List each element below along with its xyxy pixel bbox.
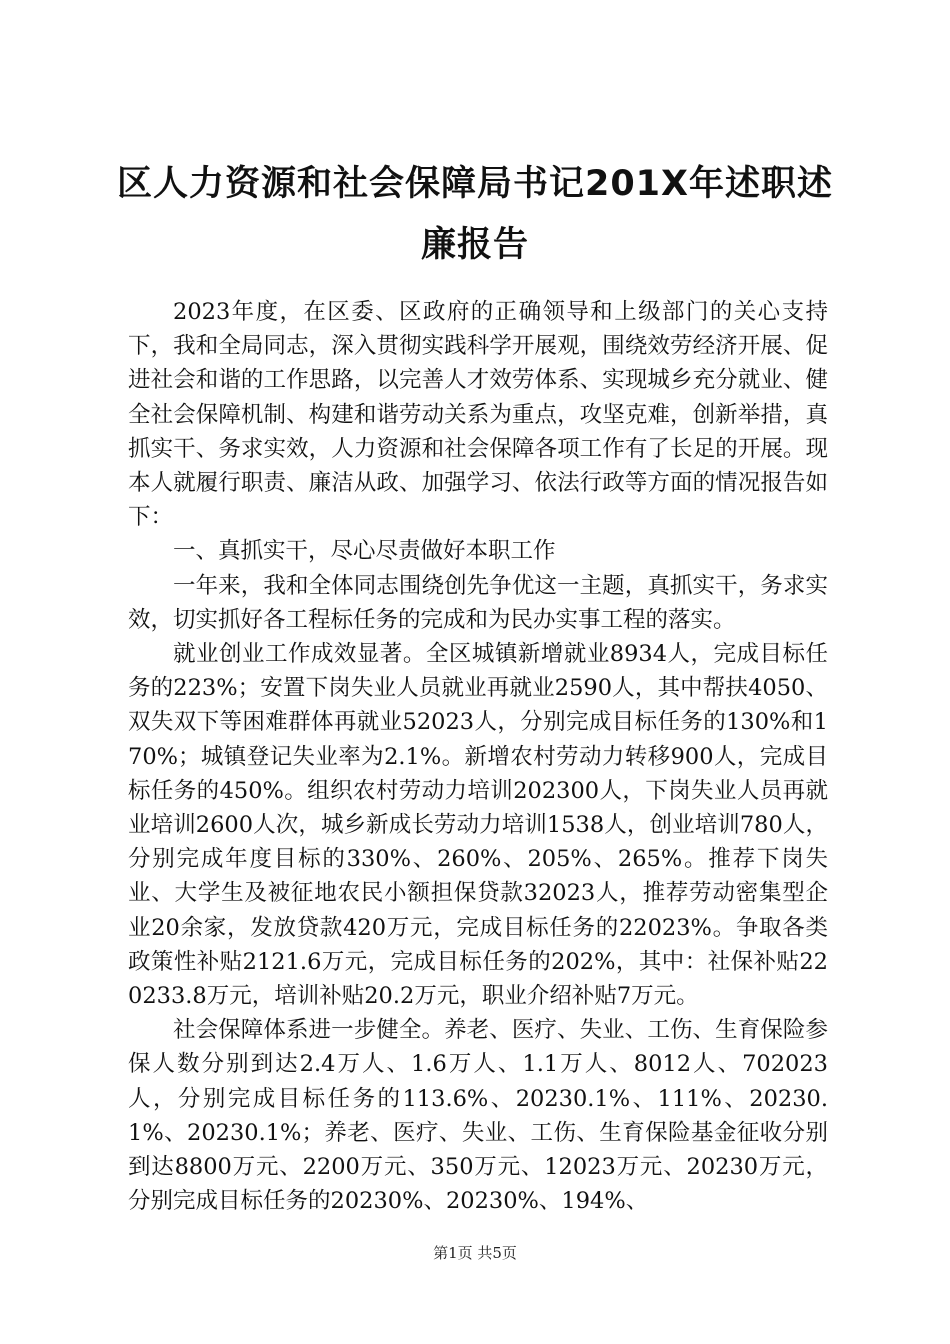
paragraph-social-security: 社会保障体系进一步健全。养老、医疗、失业、工伤、生育保险参保人数分别到达2.4万人、1.6万人、1.1万人、8012人、702023人，分别完成目标任务的113.6%、20230.1%、111%、20230.1%、20230.1%；养老、医疗、失业、工伤、生育保险基金征收分别到达8800万元、2200万元、350万元、12023万元、20230万元，分别完成目标任务的20230%、20230%、194%、 [128,1017,828,1215]
document-title-line-2: 廉报告 [420,225,529,265]
page-number-footer: 第1页 共5页 [433,1244,517,1262]
section-heading: 一、真抓实干，尽心尽责做好本职工作 [173,538,556,565]
paragraph-overview: 一年来，我和全体同志围绕创先争优这一主题，真抓实干，务求实效，切实抓好各工程标任务的完成和为民办实事工程的落实。 [128,572,828,633]
paragraph-employment: 就业创业工作成效显著。全区城镇新增就业8934人，完成目标任务的223%；安置下岗失业人员就业再就业2590人，其中帮扶4050、双失双下等困难群体再就业52023人，分别完成目标任务的130%和170%；城镇登记失业率为2.1%。新增农村劳动力转移900人，完成目标任务的450%。组织农村劳动力培训202300人，下岗失业人员再就业培训2600人次，城乡新成长劳动力培训1538人，创业培训780人，分别完成年度目标的330%、260%、205%、265%。推荐下岗失业、大学生及被征地农民小额担保贷款32023人，推荐劳动密集型企业20余家，发放贷款420万元，完成目标任务的22023%。争取各类政策性补贴2121.6万元，完成目标任务的202%，其中：社保补贴220233.8万元，培训补贴20.2万元，职业介绍补贴7万元。 [128,641,828,1010]
document-title-line-1: 区人力资源和社会保障局书记201X年述职述 [116,164,834,204]
paragraph-intro: 2023年度，在区委、区政府的正确领导和上级部门的关心支持下，我和全局同志，深入贯彻实践科学开展观，围绕效劳经济开展、促进社会和谐的工作思路，以完善人才效劳体系、实现城乡充分就业、健全社会保障机制、构建和谐劳动关系为重点，攻坚克难，创新举措，真抓实干、务求实效，人力资源和社会保障各项工作有了长足的开展。现本人就履行职责、廉洁从政、加强学习、依法行政等方面的情况报告如下： [128,299,828,531]
document-body [128,295,828,1218]
